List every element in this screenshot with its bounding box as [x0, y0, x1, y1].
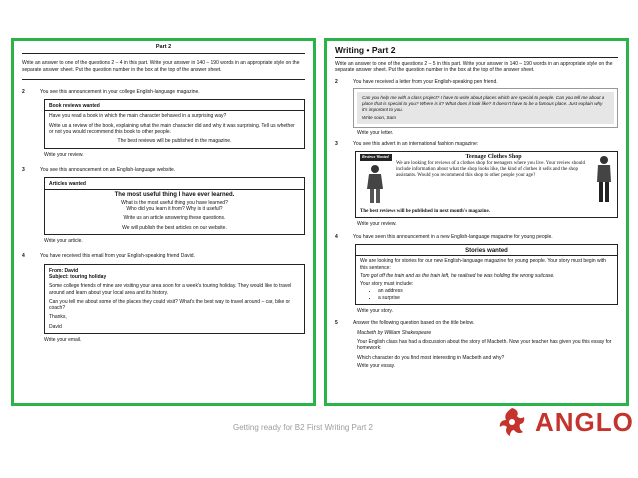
question-number: 5 [335, 320, 338, 327]
box-heading: The most useful thing I have ever learned. [114, 191, 235, 198]
letter-text: Can you help me with a class project? I have to write about places which are special to people. Can you tell me about a place that is special to you? Where is it? What does it look like? It doesn't have to be a famous place. Just explain why it's important to you. [362, 94, 605, 112]
question-prompt: You have received this email from your English-speaking friend David. [40, 253, 195, 260]
email-signature: David [49, 323, 62, 330]
advert-publish: The best reviews will be published in next month's magazine. [360, 209, 490, 215]
box-text: Your story must include: [360, 281, 414, 288]
anglo-logo-icon [496, 406, 528, 440]
question-number: 2 [22, 88, 25, 95]
right-exam-page [324, 38, 629, 406]
question-number: 4 [335, 233, 338, 240]
question-prompt: You have received a letter from your English-speaking pen friend. [353, 78, 498, 85]
question-prompt: You have seen this announcement in a new English-language magazine for young people. [353, 233, 553, 240]
stories-box [355, 244, 618, 305]
question-number: 2 [335, 78, 338, 85]
write-instruction: Write your article. [44, 238, 83, 245]
boy-figure-icon [595, 154, 613, 204]
box-title: Stories wanted [465, 247, 508, 254]
announcement-box [44, 177, 305, 235]
write-instruction: Write your letter. [357, 129, 394, 136]
essay-context: Your English class has had a discussion about the story of Macbeth. Now your teacher has given you this essay for homework: [357, 338, 612, 352]
box-text: Write us an article answering these questions. [123, 215, 226, 222]
advert-title: Teenage Clothes Shop [465, 154, 522, 161]
letter-frame [353, 88, 618, 128]
box-text: We are looking for stories for our new English-language magazine for young people. Your story must begin with this sentence: [360, 258, 606, 271]
announcement-box [44, 99, 305, 148]
anglo-logo-text: ANGLO [535, 407, 634, 437]
email-body: Can you tell me about some of the places they could visit? What's the best way to travel around – car, bike or coach? [49, 298, 291, 312]
box-text: The best reviews will be published in the magazine. [117, 138, 232, 145]
question-number: 3 [22, 166, 25, 173]
part-header: Part 2 [155, 44, 172, 50]
email-from: From: David [49, 267, 79, 274]
write-instruction: Write your review. [357, 221, 397, 228]
box-title: Book reviews wanted [49, 103, 100, 110]
box-text: Who did you learn it from? Why is it useful? [126, 206, 223, 213]
instructions: Write an answer to one of the questions 2 – 5 in this part. Write your answer in 140 – 190 words in an appropriate style on the separate answer sheet. Put the question number in the box at the top of the answer sheet. [335, 61, 613, 74]
letter-signature: Write soon, Sam [362, 114, 396, 120]
list-item: • an address [378, 288, 613, 294]
letter-box [357, 92, 614, 124]
write-instruction: Write your email. [44, 337, 82, 344]
girl-figure-icon [360, 163, 390, 205]
writing-part-header: Writing • Part 2 [335, 45, 396, 55]
email-thanks: Thanks, [49, 314, 67, 321]
email-body: Some college friends of mine are visiting your area soon for a week's touring holiday. They would like to travel around and learn about your local area and its history. [49, 283, 292, 296]
list-item: • a surprise [378, 295, 613, 301]
box-text: What is the most useful thing you have learned? [121, 199, 228, 206]
box-title: Articles wanted [49, 181, 86, 188]
email-box [44, 264, 305, 334]
left-exam-page [11, 38, 316, 406]
book-title: Macbeth by William Shakespeare [357, 329, 432, 336]
box-text: Write us a review of the book, explaining what the main character did and why it was surprising. Tell us whether or not you would recommend this book to other people. [49, 122, 295, 136]
question-prompt: You see this advert in an international fashion magazine: [353, 141, 479, 148]
advert-box [355, 151, 618, 218]
write-instruction: Write your review. [44, 151, 84, 158]
box-text: We will publish the best articles on our website. [122, 224, 227, 231]
advert-left-column [360, 154, 392, 208]
question-prompt: Answer the following question based on the title below. [353, 320, 475, 327]
question-prompt: You see this announcement on an English-language website. [40, 166, 176, 173]
question-number: 3 [335, 141, 338, 148]
write-instruction: Write your story. [357, 308, 393, 315]
box-quote: Tom got off the train and as the train left, he realised he was holding the wrong suitcase. [360, 272, 555, 279]
question-prompt: You see this announcement in your college English-language magazine. [40, 88, 200, 95]
box-text: Have you read a book in which the main character behaved in a surprising way? [49, 113, 227, 120]
advert-body: We are looking for reviews of a clothes shop for teenagers where you live. Your review should include information about what the shop looks like, the kind of clothes it sells and the shop assistants. Would you recommend this shop to other people your age? [396, 160, 585, 178]
essay-question: Which character do you find most interesting in Macbeth and why? [357, 354, 505, 361]
write-instruction: Write your essay. [357, 362, 396, 369]
instructions: Write an answer to one of the questions 2 – 4 in this part. Write your answer in 140 – 190 words in an appropriate style on the separate answer sheet. Put the question number in the box at the top of the answer sheet. [22, 60, 300, 73]
question-number: 4 [22, 253, 25, 260]
email-subject: Subject: touring holiday [49, 273, 107, 280]
advert-tag: Reviews Wanted [360, 154, 392, 160]
slide-footer: Getting ready for B2 First Writing Part 2 [233, 423, 373, 432]
